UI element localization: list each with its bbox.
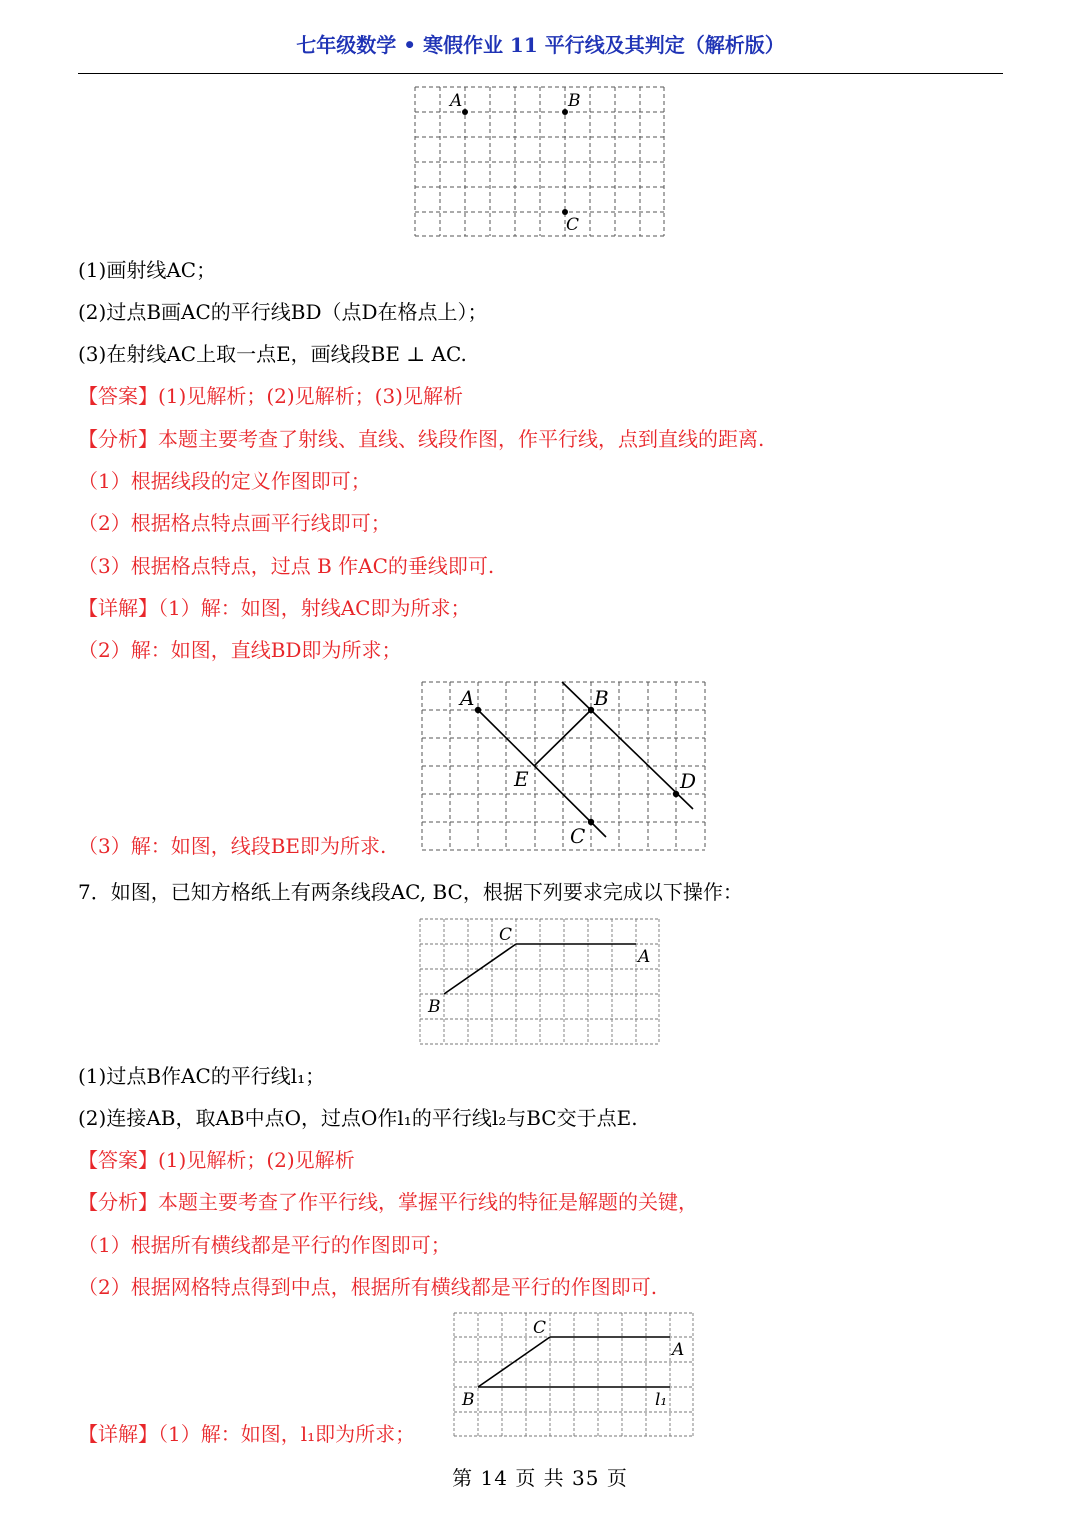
label-a: A [638, 947, 651, 967]
q7-detail-1: 【详解】（1）解：如图，l₁即为所求； [78, 1422, 416, 1446]
q6-part3: (3)在射线AC上取一点E，画线段BE ⊥ AC. [78, 342, 467, 366]
point-d [673, 791, 679, 797]
q7-part2: (2)连接AB，取AB中点O，过点O作l₁的平行线l₂与BC交于点E. [78, 1106, 638, 1130]
point-c [588, 819, 594, 825]
figure-grid-3 [419, 918, 661, 1046]
point-a [475, 707, 481, 713]
label-c: C [499, 925, 513, 945]
q6-detail-2: （2）解：如图，直线BD即为所求； [78, 638, 402, 662]
label-c: C [533, 1318, 547, 1338]
q6-analysis: 【分析】本题主要考查了射线、直线、线段作图，作平行线，点到直线的距离. [78, 427, 765, 451]
figure-grid-2 [420, 680, 708, 852]
q6-part1: (1)画射线AC； [78, 258, 217, 282]
label-c: C [570, 824, 586, 848]
q6-detail-1: 【详解】（1）解：如图，射线AC即为所求； [78, 596, 471, 620]
label-b: B [462, 1390, 475, 1410]
label-a: A [450, 91, 463, 111]
label-a: A [460, 686, 475, 710]
label-a: A [672, 1340, 685, 1360]
label-b: B [594, 686, 609, 710]
q6-analysis-3: （3）根据格点特点，过点 B 作AC的垂线即可. [78, 554, 495, 578]
ray-ac [478, 710, 606, 837]
q6-analysis-2: （2）根据格点特点画平行线即可； [78, 511, 391, 535]
label-e: E [514, 767, 529, 791]
q6-analysis-1: （1）根据线段的定义作图即可； [78, 469, 371, 493]
q7-stem: 7．如图，已知方格纸上有两条线段AC, BC，根据下列要求完成以下操作： [78, 880, 743, 904]
q7-part1: (1)过点B作AC的平行线l₁； [78, 1064, 326, 1088]
q7-analysis-2: （2）根据网格特点得到中点，根据所有横线都是平行的作图即可. [78, 1275, 658, 1299]
q7-answer: 【答案】(1)见解析；(2)见解析 [78, 1148, 355, 1172]
label-b: B [428, 997, 441, 1017]
page-header: 七年级数学 • 寒假作业 11 平行线及其判定（解析版） [78, 28, 1003, 74]
q7-analysis-1: （1）根据所有横线都是平行的作图即可； [78, 1233, 451, 1257]
q6-answer: 【答案】(1)见解析；(2)见解析；(3)见解析 [78, 384, 463, 408]
line-bd [562, 682, 693, 809]
label-c: C [566, 215, 580, 235]
label-d: D [680, 769, 697, 793]
page-footer: 第 14 页 共 35 页 [452, 1466, 628, 1490]
figure-grid-4 [453, 1312, 695, 1438]
point-a [462, 109, 468, 115]
q6-part2: (2)过点B画AC的平行线BD（点D在格点上）； [78, 300, 488, 324]
figure-grid-1 [414, 86, 666, 238]
label-b: B [568, 91, 581, 111]
q7-analysis: 【分析】本题主要考查了作平行线，掌握平行线的特征是解题的关键， [78, 1190, 698, 1214]
q6-detail-3: （3）解：如图，线段BE即为所求. [78, 834, 387, 858]
label-l1: l₁ [655, 1390, 668, 1410]
